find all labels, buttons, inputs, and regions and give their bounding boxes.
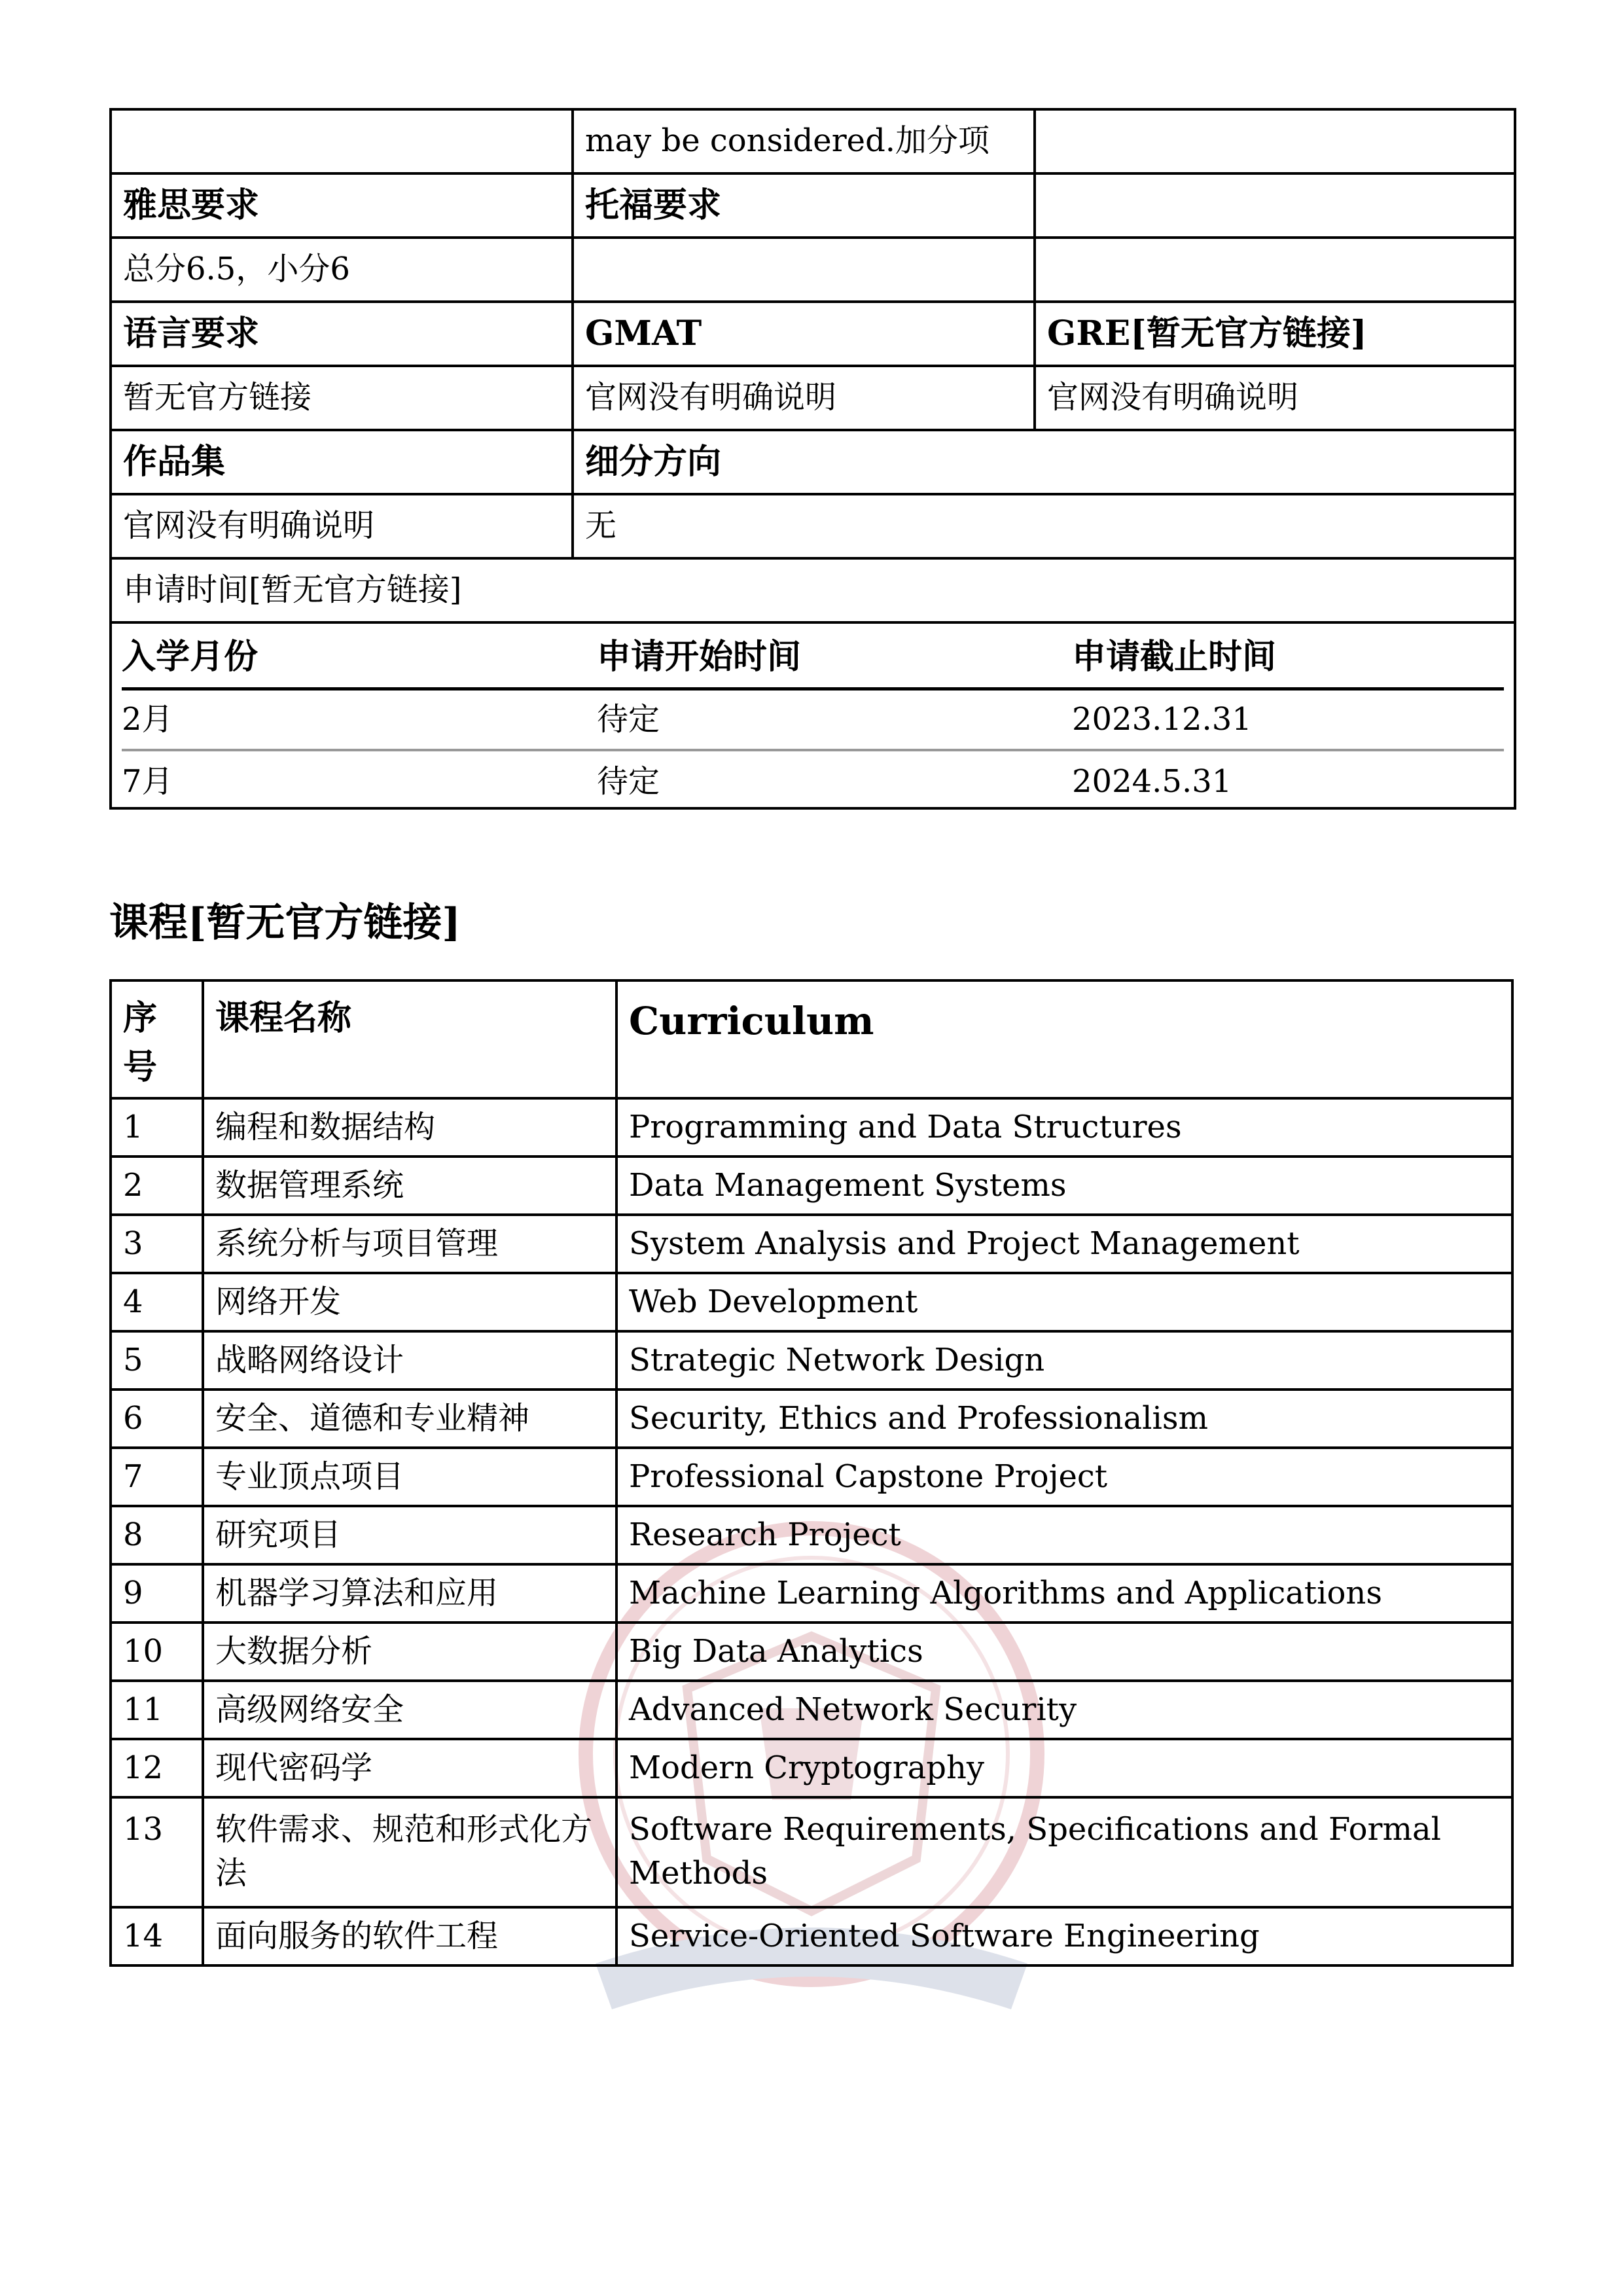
gre-value: 官网没有明确说明 — [1035, 366, 1515, 430]
gre-header: GRE[暂无官方链接] — [1035, 302, 1515, 366]
table-row — [111, 1907, 1512, 1965]
deadline-header: 申请截止时间 — [1072, 624, 1504, 689]
course-number: 3 — [111, 1215, 203, 1273]
courses-header-row — [111, 980, 1512, 1098]
course-name-zh: 战略网络设计 — [203, 1331, 616, 1390]
table-row — [111, 1215, 1512, 1273]
course-name-zh: 研究项目 — [203, 1506, 616, 1564]
courses-body — [111, 1098, 1512, 1965]
course-number: 13 — [111, 1797, 203, 1907]
table-row — [111, 238, 1515, 302]
course-number: 11 — [111, 1681, 203, 1739]
toefl-value — [573, 238, 1035, 302]
empty-cell — [111, 109, 573, 173]
application-time-title: 申请时间[暂无官方链接] — [111, 558, 1515, 622]
course-name-en: Strategic Network Design — [616, 1331, 1512, 1390]
table-row — [111, 1331, 1512, 1390]
portfolio-header: 作品集 — [111, 430, 573, 494]
course-number: 12 — [111, 1739, 203, 1797]
number-header: 序号 — [111, 980, 203, 1098]
course-number: 14 — [111, 1907, 203, 1965]
course-name-zh: 现代密码学 — [203, 1739, 616, 1797]
curriculum-header: Curriculum — [616, 980, 1512, 1098]
course-number: 10 — [111, 1623, 203, 1681]
start-time: 待定 — [597, 689, 1072, 750]
course-name-en: Service-Oriented Software Engineering — [616, 1907, 1512, 1965]
course-name-en: Research Project — [616, 1506, 1512, 1564]
intake-row — [122, 689, 1504, 750]
course-name-zh: 机器学习算法和应用 — [203, 1564, 616, 1623]
course-name-zh: 网络开发 — [203, 1273, 616, 1331]
intake-cell — [111, 622, 1515, 808]
intake-month: 7月 — [122, 762, 173, 800]
table-row — [111, 1739, 1512, 1797]
table-row — [111, 1273, 1512, 1331]
course-number: 7 — [111, 1448, 203, 1506]
table-row — [111, 1098, 1512, 1157]
gmat-header: GMAT — [573, 302, 1035, 366]
ielts-header: 雅思要求 — [111, 173, 573, 238]
language-header: 语言要求 — [111, 302, 573, 366]
deadline: 2023.12.31 — [1072, 689, 1504, 750]
course-name-zh: 安全、道德和专业精神 — [203, 1390, 616, 1448]
course-name-header: 课程名称 — [203, 980, 616, 1098]
intake-month: 2月 — [122, 689, 597, 750]
start-time: 待定 — [597, 762, 660, 800]
course-name-en: Professional Capstone Project — [616, 1448, 1512, 1506]
table-row — [111, 366, 1515, 430]
course-name-zh: 数据管理系统 — [203, 1157, 616, 1215]
table-row — [111, 558, 1515, 622]
start-time-header: 申请开始时间 — [597, 624, 1072, 689]
table-row — [111, 1623, 1512, 1681]
course-name-zh: 系统分析与项目管理 — [203, 1215, 616, 1273]
course-name-en: Web Development — [616, 1273, 1512, 1331]
course-number: 9 — [111, 1564, 203, 1623]
intake-row — [122, 750, 1504, 807]
table-row — [111, 1506, 1512, 1564]
course-name-en: Software Requirements, Specifications and Formal Methods — [616, 1797, 1512, 1907]
direction-value: 无 — [573, 494, 1515, 558]
toefl-header: 托福要求 — [573, 173, 1035, 238]
deadline: 2024.5.31 — [1072, 762, 1232, 800]
course-number: 6 — [111, 1390, 203, 1448]
course-number: 5 — [111, 1331, 203, 1390]
course-number: 4 — [111, 1273, 203, 1331]
table-row — [111, 1564, 1512, 1623]
course-name-zh: 面向服务的软件工程 — [203, 1907, 616, 1965]
table-row — [111, 494, 1515, 558]
course-name-zh: 高级网络安全 — [203, 1681, 616, 1739]
course-name-en: Modern Cryptography — [616, 1739, 1512, 1797]
course-name-zh: 大数据分析 — [203, 1623, 616, 1681]
language-value: 暂无官方链接 — [111, 366, 573, 430]
table-row — [111, 1448, 1512, 1506]
table-row — [111, 1390, 1512, 1448]
table-row — [111, 430, 1515, 494]
empty-cell — [1035, 173, 1515, 238]
intake-month-header: 入学月份 — [122, 624, 597, 689]
empty-cell — [1035, 109, 1515, 173]
table-row — [111, 1681, 1512, 1739]
empty-cell — [1035, 238, 1515, 302]
bonus-note: may be considered.加分项 — [573, 109, 1035, 173]
course-name-en: Big Data Analytics — [616, 1623, 1512, 1681]
course-name-en: Programming and Data Structures — [616, 1098, 1512, 1157]
course-name-en: Machine Learning Algorithms and Applications — [616, 1564, 1512, 1623]
course-name-en: System Analysis and Project Management — [616, 1215, 1512, 1273]
table-row — [111, 302, 1515, 366]
ielts-value: 总分6.5，小分6 — [111, 238, 573, 302]
course-name-zh: 软件需求、规范和形式化方法 — [203, 1797, 616, 1907]
course-name-en: Data Management Systems — [616, 1157, 1512, 1215]
course-number: 1 — [111, 1098, 203, 1157]
courses-table — [109, 979, 1514, 1967]
courses-title: 课程[暂无官方链接] — [109, 900, 461, 946]
requirements-table — [109, 108, 1516, 810]
table-row — [111, 1157, 1512, 1215]
intake-table — [122, 624, 1504, 807]
gmat-value: 官网没有明确说明 — [573, 366, 1035, 430]
course-name-en: Security, Ethics and Professionalism — [616, 1390, 1512, 1448]
table-row — [111, 622, 1515, 808]
course-number: 2 — [111, 1157, 203, 1215]
portfolio-value: 官网没有明确说明 — [111, 494, 573, 558]
course-name-en: Advanced Network Security — [616, 1681, 1512, 1739]
table-row — [111, 173, 1515, 238]
course-name-zh: 专业顶点项目 — [203, 1448, 616, 1506]
intake-header-row — [122, 624, 1504, 689]
course-number: 8 — [111, 1506, 203, 1564]
table-row — [111, 109, 1515, 173]
direction-header: 细分方向 — [573, 430, 1515, 494]
table-row — [111, 1797, 1512, 1907]
course-name-zh: 编程和数据结构 — [203, 1098, 616, 1157]
